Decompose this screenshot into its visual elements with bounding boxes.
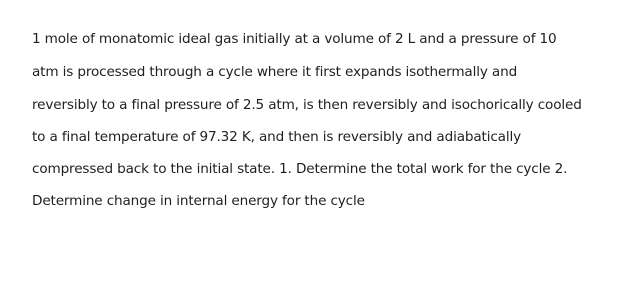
problem-line-1: 1 mole of monatomic ideal gas initially at a volume of 2 L and a pressure of 10 [32,31,557,47]
problem-line-2: atm is processed through a cycle where it first expands isothermally and [32,64,518,80]
problem-line-3: reversibly to a final pressure of 2.5 atm, is then reversibly and isochorically cooled [32,97,582,113]
problem-line-6: Determine change in internal energy for the cycle [32,193,365,209]
problem-line-4: to a final temperature of 97.32 K, and then is reversibly and adiabatically [32,129,521,145]
problem-line-5: compressed back to the initial state. 1. Determine the total work for the cycle 2. [32,161,568,177]
